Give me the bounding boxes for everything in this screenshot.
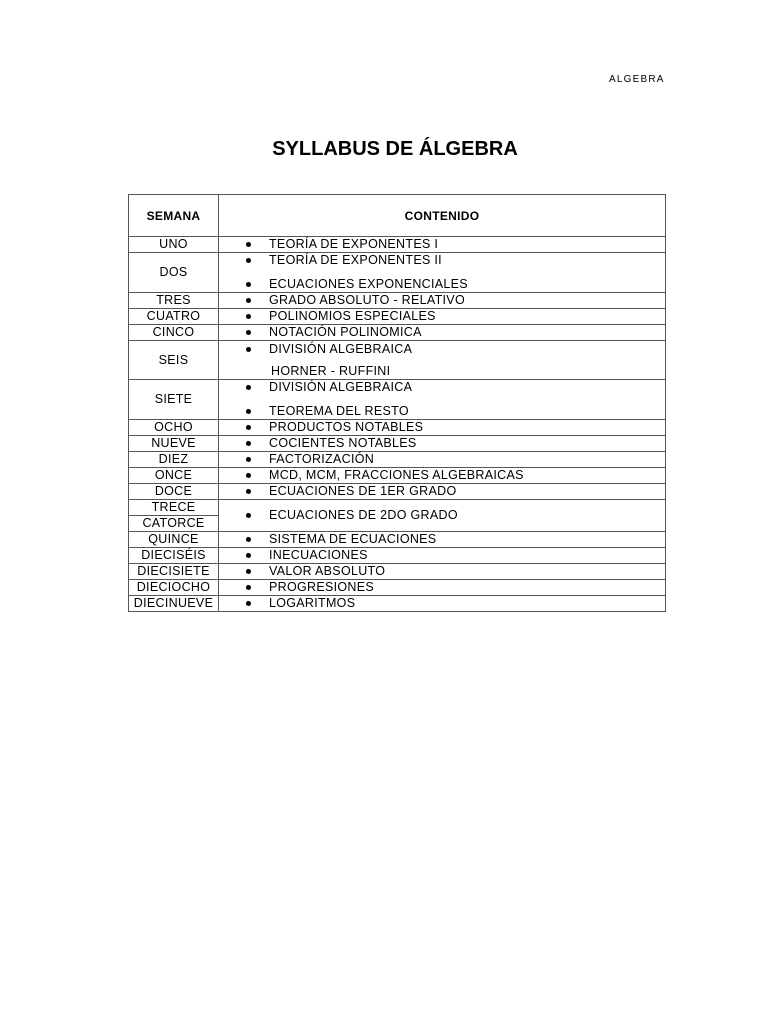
- week-cell: DOCE: [129, 484, 219, 500]
- bullet-icon: [246, 601, 251, 606]
- bullet-icon: [246, 513, 251, 518]
- syllabus-table: [128, 194, 666, 612]
- list-item: GRADO ABSOLUTO - RELATIVO: [219, 293, 665, 308]
- table-row: [129, 580, 666, 596]
- list-item: COCIENTES NOTABLES: [219, 436, 665, 451]
- content-cell: [219, 548, 666, 564]
- table-row: [129, 452, 666, 468]
- content-cell: [219, 341, 666, 380]
- week-label: TRECE: [129, 500, 218, 516]
- content-cell: [219, 532, 666, 548]
- week-cell: ONCE: [129, 468, 219, 484]
- list-item: PROGRESIONES: [219, 580, 665, 595]
- content-cell: [219, 309, 666, 325]
- week-label: CATORCE: [142, 516, 205, 530]
- table-row: [129, 436, 666, 452]
- table-row: [129, 293, 666, 309]
- table-row: [129, 484, 666, 500]
- table-row: [129, 500, 666, 532]
- table-header-row: [129, 195, 666, 237]
- bullet-icon: [246, 347, 251, 352]
- week-cell: CUATRO: [129, 309, 219, 325]
- week-cell: CINCO: [129, 325, 219, 341]
- content-cell: [219, 380, 666, 420]
- week-cell: DIEZ: [129, 452, 219, 468]
- list-item: TEORÍA DE EXPONENTES I: [219, 237, 665, 252]
- table-row: [129, 596, 666, 612]
- list-item: MCD, MCM, FRACCIONES ALGEBRAICAS: [219, 468, 665, 483]
- column-header-week: SEMANA: [129, 195, 219, 237]
- list-item: TEOREMA DEL RESTO: [219, 404, 665, 419]
- list-item: LOGARITMOS: [219, 596, 665, 611]
- page-title: SYLLABUS DE ÁLGEBRA: [272, 138, 518, 160]
- list-item: FACTORIZACIÓN: [219, 452, 665, 467]
- week-cell: SEIS: [129, 341, 219, 380]
- week-cell: TRES: [129, 293, 219, 309]
- bullet-icon: [246, 242, 251, 247]
- table-row: [129, 309, 666, 325]
- content-cell: [219, 325, 666, 341]
- bullet-icon: [246, 441, 251, 446]
- table-row: [129, 253, 666, 293]
- content-cell: [219, 596, 666, 612]
- list-item: ECUACIONES DE 1ER GRADO: [219, 484, 665, 499]
- table-row: [129, 237, 666, 253]
- list-item: POLINOMIOS ESPECIALES: [219, 309, 665, 324]
- week-cell: NUEVE: [129, 436, 219, 452]
- list-item-note: HORNER - RUFFINI: [271, 363, 391, 378]
- content-cell: [219, 293, 666, 309]
- list-item: ECUACIONES EXPONENCIALES: [219, 277, 665, 292]
- list-item: ECUACIONES DE 2DO GRADO: [219, 508, 665, 523]
- week-cell: DIECINUEVE: [129, 596, 219, 612]
- table-row: [129, 420, 666, 436]
- bullet-icon: [246, 298, 251, 303]
- list-item: DIVISIÓN ALGEBRAICA: [219, 380, 665, 395]
- week-cell: OCHO: [129, 420, 219, 436]
- table-row: [129, 380, 666, 420]
- content-cell: [219, 237, 666, 253]
- content-cell: [219, 253, 666, 293]
- content-cell: [219, 436, 666, 452]
- bullet-icon: [246, 585, 251, 590]
- list-item: INECUACIONES: [219, 548, 665, 563]
- table-row: [129, 341, 666, 380]
- content-cell: [219, 452, 666, 468]
- list-item: SISTEMA DE ECUACIONES: [219, 532, 665, 547]
- week-cell: SIETE: [129, 380, 219, 420]
- content-cell: [219, 468, 666, 484]
- bullet-icon: [246, 314, 251, 319]
- list-item: PRODUCTOS NOTABLES: [219, 420, 665, 435]
- bullet-icon: [246, 537, 251, 542]
- week-cell: QUINCE: [129, 532, 219, 548]
- bullet-icon: [246, 489, 251, 494]
- bullet-icon: [246, 330, 251, 335]
- table-row: [129, 325, 666, 341]
- table-row: [129, 468, 666, 484]
- table-row: [129, 548, 666, 564]
- week-cell: [129, 500, 219, 532]
- bullet-icon: [246, 409, 251, 414]
- bullet-icon: [246, 258, 251, 263]
- table-row: [129, 532, 666, 548]
- list-item: NOTACIÓN POLINOMICA: [219, 325, 665, 340]
- content-cell: [219, 500, 666, 532]
- bullet-icon: [246, 425, 251, 430]
- list-item: DIVISIÓN ALGEBRAICA: [219, 342, 665, 357]
- bullet-icon: [246, 282, 251, 287]
- list-item: TEORÍA DE EXPONENTES II: [219, 253, 665, 268]
- week-cell: UNO: [129, 237, 219, 253]
- running-header: ALGEBRA: [609, 74, 665, 85]
- table-row: [129, 564, 666, 580]
- content-cell: [219, 580, 666, 596]
- week-cell: DIECIOCHO: [129, 580, 219, 596]
- bullet-icon: [246, 457, 251, 462]
- content-cell: [219, 564, 666, 580]
- bullet-icon: [246, 385, 251, 390]
- bullet-icon: [246, 473, 251, 478]
- content-cell: [219, 484, 666, 500]
- week-cell: DIECISÉIS: [129, 548, 219, 564]
- list-item: VALOR ABSOLUTO: [219, 564, 665, 579]
- content-cell: [219, 420, 666, 436]
- column-header-content: CONTENIDO: [219, 195, 666, 237]
- bullet-icon: [246, 569, 251, 574]
- week-cell: DOS: [129, 253, 219, 293]
- bullet-icon: [246, 553, 251, 558]
- week-cell: DIECISIETE: [129, 564, 219, 580]
